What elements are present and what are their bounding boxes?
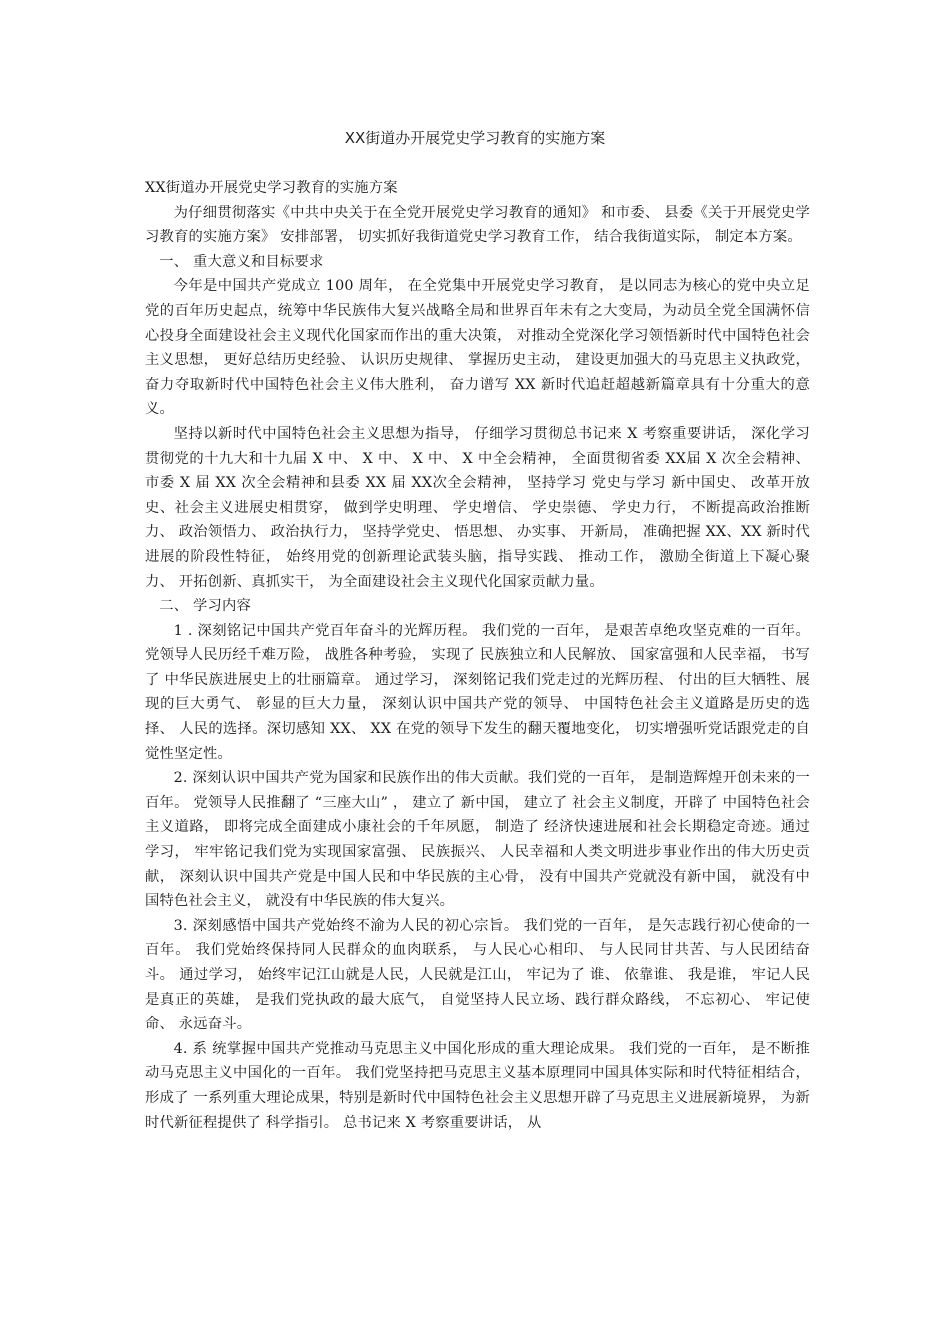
list-item-1: 1 . 深刻铭记中国共产党百年奋斗的光辉历程。 我们党的一百年， 是艰苦卓绝攻坚克难的一百年。 党领导人民历经千难万险， 战胜各种考验， 实现了 民族独立和人民解放、 国家富强和人民幸福， 书写了 中华民族进展史上的壮丽篇章。 通过学习， 深刻铭记我们党走过的光辉历程、 付出的巨大牺牲、展现的巨大勇气、 彰显的巨大力量， 深刻认识中国共产党的领导、 中国特色社会主义道路是历史的选择、 人民的选择。深切感知 XX、 XX 在党的领导下发生的翻天覆地变化， 切实增强听党话跟党走的自觉性坚定性。 (145, 622, 810, 762)
document-body (145, 176, 810, 1135)
body-paragraph: 坚持以新时代中国特色社会主义思想为指导， 仔细学习贯彻总书记来 X 考察重要讲话， 深化学习贯彻党的十九大和十九届 X 中、 X 中、 X 中、 X 中全会精神， 全面贯彻省委 XX届 X 次全会精神、 市委 X 届 XX 次全会精神和县委 XX 届 XX次全会精神， 坚持学习 党史与学习 新中国史、 改革开放史、社会主义进展史相贯穿， 做到学史明理、 学史增信、 学史崇德、 学史力行， 不断提高政治推断力、 政治领悟力、 政治执行力， 坚持学党史、 悟思想、 办实事、 开新局， 准确把握 XX、XX 新时代进展的阶段性特征， 始终用党的创新理论武装头脑，指导实践、 推动工作， 激励全街道上下凝心聚力、 开拓创新、真抓实干， 为全面建设社会主义现代化国家贡献力量。 (145, 425, 810, 590)
document-subtitle: XX街道办开展党史学习教育的实施方案 (145, 180, 398, 196)
list-item-4: 4. 系 统掌握中国共产党推动马克思主义中国化形成的重大理论成果。 我们党的一百年， 是不断推动马克思主义中国化的一百年。 我们党坚持把马克思主义基本原理同中国具体实际和时代特征相结合， 形成了 一系列重大理论成果，特别是新时代中国特色社会主义思想开辟了马克思主义进展新境界， 为新时代新征程提供了 科学指引。 总书记来 X 考察重要讲话， 从 (145, 1040, 810, 1131)
list-item-3: 3. 深刻感悟中国共产党始终不渝为人民的初心宗旨。 我们党的一百年， 是矢志践行初心使命的一百年。 我们党始终保持同人民群众的血肉联系， 与人民心心相印、 与人民同甘共苦、与人民团结奋斗。 通过学习， 始终牢记江山就是人民，人民就是江山， 牢记为了 谁、 依靠谁、 我是谁， 牢记人民是真正的英雄， 是我们党执政的最大底气， 自觉坚持人民立场、践行群众路线， 不忘初心、 牢记使命、 永远奋斗。 (145, 917, 810, 1033)
list-item-2: 2. 深刻认识中国共产党为国家和民族作出的伟大贡献。我们党的一百年， 是制造辉煌开创未来的一百年。 党领导人民推翻了 “三座大山” ， 建立了 新中国， 建立了 社会主义制度，开辟了 中国特色社会主义道路， 即将完成全面建成小康社会的千年夙愿， 制造了 经济快速进展和社会长期稳定奇迹。通过学习， 牢牢铭记我们党为实现国家富强、 民族振兴、 人民幸福和人类文明进步事业作出的伟大历史贡献， 深刻认识中国共产党是中国人民和中华民族的主心骨， 没有中国共产党就没有新中国， 就没有中国特色社会主义， 就没有中华民族的伟大复兴。 (145, 770, 810, 910)
section-heading-1: 一、 重大意义和目标要求 (159, 253, 324, 270)
section-heading-2: 二、 学习内容 (159, 598, 252, 615)
document-title: XX街道办开展党史学习教育的实施方案 (344, 129, 606, 147)
body-paragraph: 今年是中国共产党成立 100 周年， 在全党集中开展党史学习教育， 是以同志为核心的党中央立足党的百年历史起点，统筹中华民族伟大复兴战略全局和世界百年未有之大变局，为动员全党全国满怀信心投身全面建设社会主义现代化国家而作出的重大决策， 对推动全党深化学习领悟新时代中国特色社会主义思想， 更好总结历史经验、 认识历史规律、 掌握历史主动， 建设更加强大的马克思主义执政党， 奋力夺取新时代中国特色社会主义伟大胜利， 奋力谱写 XX 新时代追赶超越新篇章具有十分重大的意义。 (145, 278, 810, 418)
intro-paragraph: 为仔细贯彻落实《中共中央关于在全党开展党史学习教育的通知》 和市委、 县委《关于开展党史学习教育的实施方案》 安排部署， 切实抓好我街道党史学习教育工作， 结合我街道实际， 制定本方案。 (145, 204, 810, 246)
